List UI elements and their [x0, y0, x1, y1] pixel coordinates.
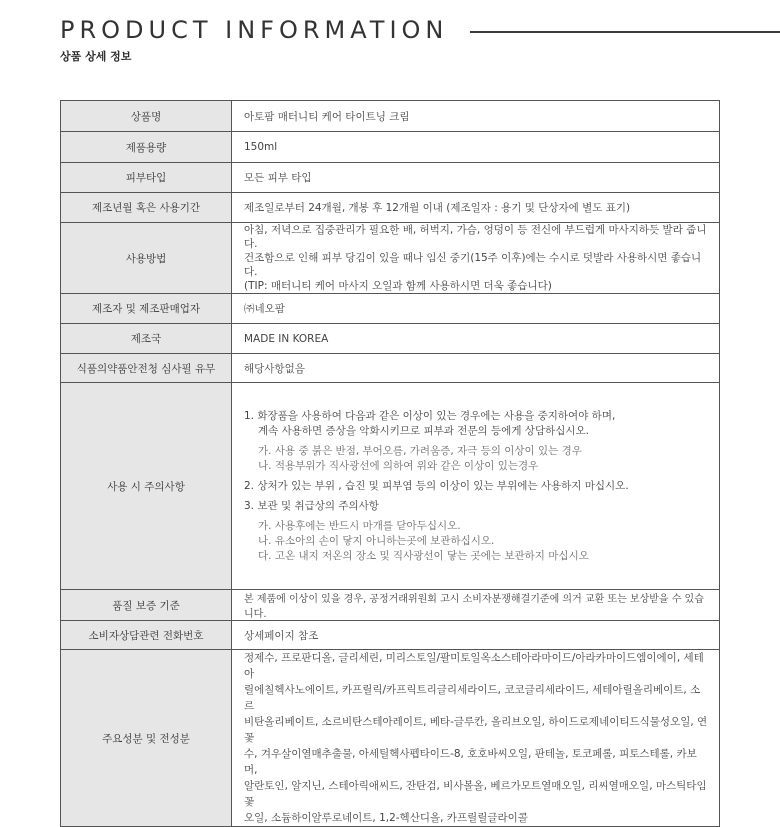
- product-info-table: [60, 100, 720, 827]
- row-value: 제조일로부터 24개월, 개봉 후 12개월 이내 (제조일자 : 용기 및 단상자에 별도 표기): [232, 193, 720, 223]
- usage-line: (TIP: 매터니티 케어 마사지 오일과 함께 사용하시면 더욱 좋습니다): [244, 280, 552, 292]
- ingredients-line: 알란토인, 알지닌, 스테아릭애씨드, 잔탄검, 비사볼올, 베르가모트열매오일, 리씨열매오일, 마스틱타임꽃: [244, 780, 707, 808]
- usage-line: 아침, 저녁으로 집중관리가 필요한 배, 허벅지, 가슴, 엉덩이 등 전신에 부드럽게 마사지하듯 발라 줍니다.: [244, 224, 707, 250]
- row-label: 사용방법: [61, 223, 232, 294]
- page-title: PRODUCT INFORMATION: [60, 16, 449, 44]
- table-row: [61, 650, 720, 827]
- row-value: 모든 피부 타입: [232, 163, 720, 193]
- row-label: 품질 보증 기준: [61, 590, 232, 621]
- table-row: [61, 132, 720, 163]
- table-row: [61, 590, 720, 621]
- row-value: 아토팜 매터니티 케어 타이트닝 크림: [232, 101, 720, 132]
- caution-subitem: 나. 적용부위가 직사광선에 의하여 위와 같은 이상이 있는경우: [258, 459, 539, 472]
- table-row: [61, 324, 720, 354]
- row-label: 제조국: [61, 324, 232, 354]
- row-value: MADE IN KOREA: [232, 324, 720, 354]
- table-row: [61, 621, 720, 650]
- title-divider: [470, 31, 780, 33]
- row-label: 소비자상담관련 전화번호: [61, 621, 232, 650]
- ingredients-line: 릴에칠헥사노에이트, 카프릴릭/카프릭트리글리세라이드, 코코글리세라이드, 세테아릴올리베이트, 소르: [244, 684, 701, 712]
- row-label: 사용 시 주의사항: [61, 383, 232, 590]
- table-row: [61, 163, 720, 193]
- table-row: [61, 383, 720, 590]
- row-value: 본 제품에 이상이 있을 경우, 공정거래위원회 고시 소비자분쟁해결기준에 의거 교환 또는 보상받을 수 있습니다.: [232, 590, 720, 621]
- row-label: 주요성분 및 전성분: [61, 650, 232, 827]
- table-row: [61, 354, 720, 383]
- caution-item: 1. 화장품을 사용하여 다음과 같은 이상이 있는 경우에는 사용을 중지하여야 하며,: [244, 409, 616, 422]
- table-row: [61, 101, 720, 132]
- row-label: 제품용량: [61, 132, 232, 163]
- caution-subitem: 나. 유소아의 손이 닿지 아니하는곳에 보관하십시오.: [258, 534, 495, 547]
- caution-item: 3. 보관 및 취급상의 주의사항: [244, 499, 379, 512]
- header: [60, 14, 750, 64]
- table-row: [61, 223, 720, 294]
- usage-line: 건조함으로 인해 피부 당김이 있을 때나 임신 중기(15주 이후)에는 수시로 덧발라 사용하시면 좋습니다.: [244, 252, 702, 278]
- ingredients-line: 수, 겨우살이열매추출물, 아세틸헥사펩타이드-8, 호호바씨오일, 판테놀, 토코페롤, 피토스테롤, 카보머,: [244, 748, 697, 776]
- row-value: ㈜네오팜: [232, 294, 720, 324]
- caution-subitem: 가. 사용 중 붉은 반점, 부어오름, 가려움증, 자극 등의 이상이 있는 경우: [258, 444, 582, 457]
- row-value: 해당사항없음: [232, 354, 720, 383]
- table-row: [61, 193, 720, 223]
- row-value: [232, 223, 720, 294]
- caution-notes: [232, 383, 720, 590]
- table-row: [61, 294, 720, 324]
- row-label: 피부타입: [61, 163, 232, 193]
- caution-subitem: 다. 고온 내지 저온의 장소 및 직사광선이 닿는 곳에는 보관하지 마십시오: [258, 549, 589, 562]
- ingredients-list: [232, 650, 720, 827]
- caution-item: 2. 상처가 있는 부위 , 습진 및 피부염 등의 이상이 있는 부위에는 사용하지 마십시오.: [244, 479, 629, 492]
- row-label: 식품의약품안전청 심사필 유무: [61, 354, 232, 383]
- page-subtitle: 상품 상세 정보: [60, 50, 132, 63]
- ingredients-line: 정제수, 프로판디올, 글리세린, 미리스토일/팔미토일옥소스테아라마이드/아라카마이드엠이에이, 세테아: [244, 652, 704, 680]
- caution-subitem: 가. 사용후에는 반드시 마개를 닫아두십시오.: [258, 519, 461, 532]
- ingredients-line: 비탄올리베이트, 소르비탄스테아레이트, 베타-글루칸, 올리브오일, 하이드로제네이티드식물성오일, 연꽃: [244, 716, 708, 744]
- row-value: 150ml: [232, 132, 720, 163]
- row-value: 상세페이지 참조: [232, 621, 720, 650]
- row-label: 제조자 및 제조판매업자: [61, 294, 232, 324]
- caution-item: 계속 사용하면 증상을 악화시키므로 피부과 전문의 등에게 상담하십시오.: [258, 424, 589, 437]
- row-label: 제조년월 혹은 사용기간: [61, 193, 232, 223]
- ingredients-line: 오일, 소듐하이알루로네이트, 1,2-헥산디올, 카프릴릴글라이콜: [244, 812, 528, 824]
- row-label: 상품명: [61, 101, 232, 132]
